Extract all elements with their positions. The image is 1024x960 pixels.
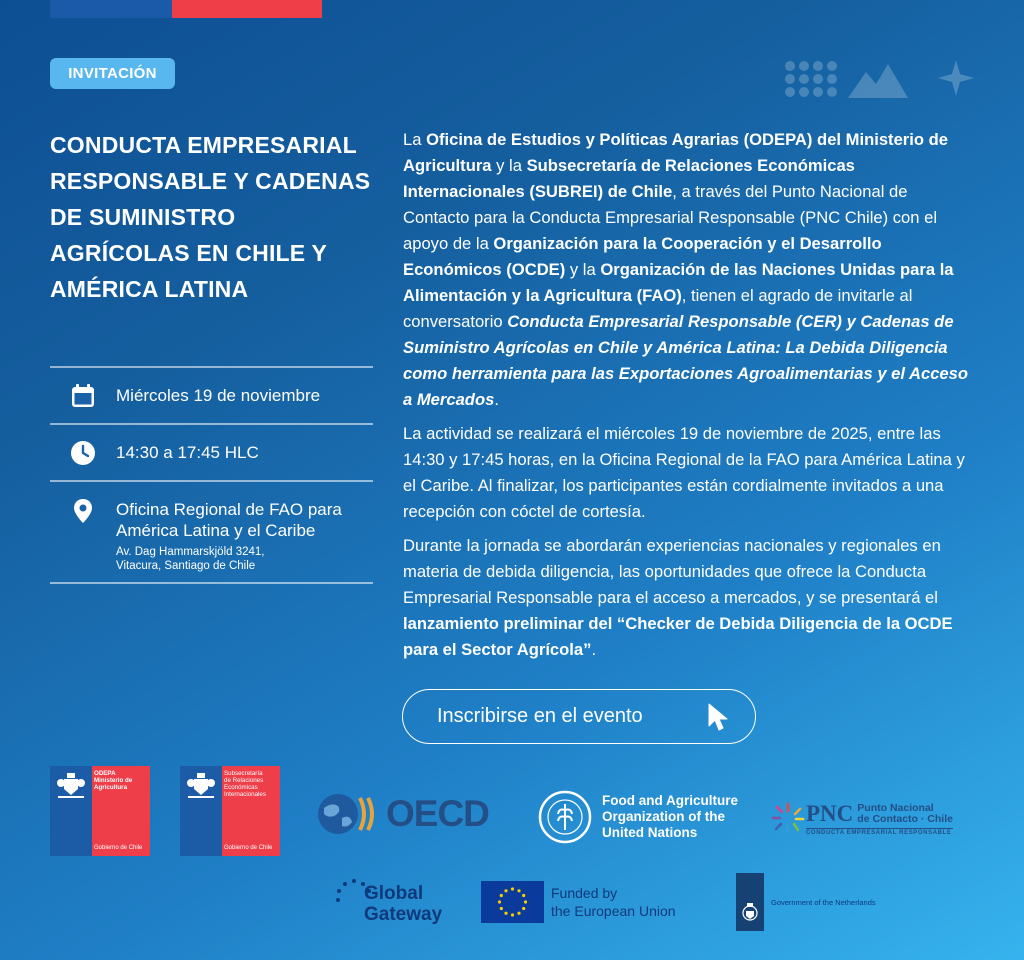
subrei-logo-footer: Gobierno de Chile [224,845,273,851]
netherlands-logo [736,873,876,931]
chile-crest-icon [54,771,88,801]
register-button[interactable] [402,689,756,744]
global-gateway-logo [336,871,442,925]
pnc-logo-name: PNC [806,800,854,826]
odepa-logo-agriculture: Agricultura [94,784,128,791]
event-time: 14:30 a 17:45 HLC [116,442,259,462]
odepa-logo-name: ODEPA [94,770,116,777]
location-pin-icon [70,498,96,524]
clock-icon [70,440,96,466]
event-address-line-1: Av. Dag Hammarskjöld 3241, [116,546,265,558]
oecd-logo [316,792,489,836]
fao-logo [538,790,738,844]
netherlands-logo-text: Government of the Netherlands [771,897,876,907]
flag-bar-red [172,0,322,18]
activity-paragraph: La actividad se realizará el miércoles 19 de noviembre de 2025, entre las 14:30 y 17:45 horas, en la Oficina Regional de la FAO para América Latina y el Caribe. Al finalizar, los participantes están cordialmente invitados a una recepción con cóctel de cortesía. [403,424,965,521]
oecd-logo-text: OECD [386,793,489,834]
pnc-logo-sub-1: Punto Nacional [857,801,934,814]
flag-color-bar [50,0,322,18]
eu-funded-logo [481,881,676,923]
pnc-star-icon [770,800,806,836]
global-gateway-line-2: Gateway [364,904,443,925]
calendar-icon [70,383,96,409]
eu-logo-line-1: Funded by [551,885,618,901]
intro-paragraph: La Oficina de Estudios y Políticas Agrarias (ODEPA) del Ministerio de Agricultura y la Subsecretaría de Relaciones Económicas Internacionales (SUBREI) de Chile, a través del Punto Nacional de Contacto para la Conducta Empresarial Responsable (PNC Chile) con el apoyo de la Organización para la Cooperación y el Desarrollo Económicos (OCDE) y la Organización de las Naciones Unidas para la Alimentación y la Agricultura (FAO), tienen el agrado de invitarle al conversatorio Conducta Empresarial Responsable (CER) y Cadenas de Suministro Agrícolas en Chile y América Latina: La Debida Diligencia como herramienta para las Exportaciones Agroalimentarias y el Acceso a Mercados. [403,130,969,409]
register-button-label: Inscribirse en el evento [437,705,643,727]
agenda-paragraph: Durante la jornada se abordarán experiencias nacionales y regionales en materia de debida diligencia, las oportunidades que ofrece la Conducta Empresarial Responsable para el acceso a mercados, y se presentará el lanzamiento preliminar del “Checker de Debida Diligencia de la OCDE para el Sector Agrícola”. [403,536,953,659]
pnc-logo-tagline: CONDUCTA EMPRESARIAL RESPONSABLE [806,829,952,836]
pointer-cursor-icon [707,702,729,732]
page-title: CONDUCTA EMPRESARIAL RESPONSABLE Y CADENAS DE SUMINISTRO AGRÍCOLAS EN CHILE Y AMÉRICA LATINA [50,132,371,302]
netherlands-crest-icon [736,873,764,931]
decorative-shapes-icon [784,58,974,100]
global-gateway-line-1: Global [364,883,424,904]
event-place-row [50,480,373,584]
eu-flag-icon [481,881,544,923]
subrei-logo-line-4: Internacionales [224,791,266,798]
pnc-logo-sub-2: de Contacto · Chile [857,812,953,825]
event-date: Miércoles 19 de noviembre [116,385,321,405]
subrei-logo-line-1: Subsecretaría [224,770,263,777]
event-time-row [50,423,373,480]
invitation-body [403,127,978,671]
odepa-logo-footer: Gobierno de Chile [94,845,143,851]
event-place: Oficina Regional de FAO para América Latina y el Caribe [116,500,342,540]
eu-logo-line-2: the European Union [551,903,676,919]
oecd-globe-icon [316,792,382,836]
event-address-line-2: Vitacura, Santiago de Chile [116,560,256,572]
odepa-logo-ministry: Ministerio de [94,777,133,784]
fao-logo-line-3: United Nations [602,825,698,840]
odepa-logo [50,766,150,856]
fao-logo-line-2: Organization of the [602,809,725,824]
fao-emblem-icon [538,790,592,844]
event-date-row [50,366,373,423]
fao-logo-line-1: Food and Agriculture [602,793,738,808]
subrei-logo-line-2: de Relaciones [224,777,264,784]
pnc-chile-logo [770,800,953,836]
flag-bar-blue [50,0,172,18]
event-details [50,366,373,584]
subrei-logo [180,766,280,856]
subrei-logo-line-3: Económicas [224,784,258,791]
chile-crest-icon [184,771,218,801]
invitation-badge: INVITACIÓN [50,58,175,89]
